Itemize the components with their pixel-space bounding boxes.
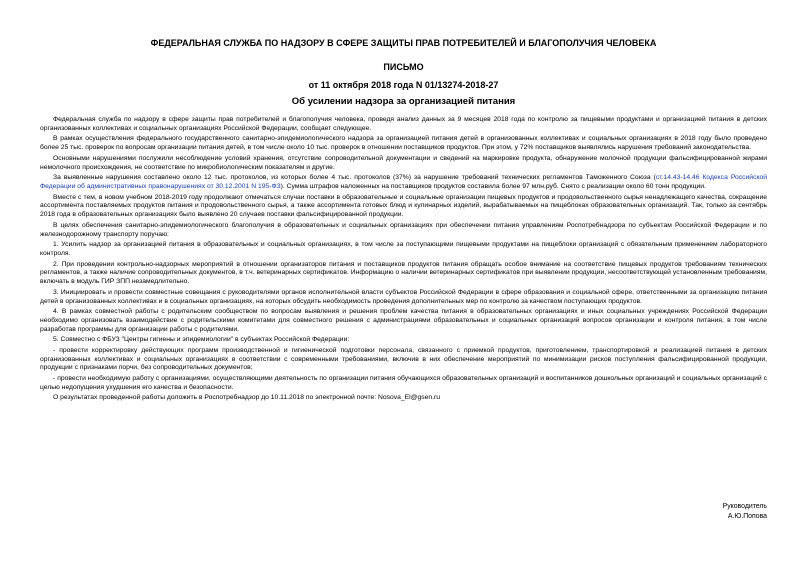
date-number-heading: от 11 октября 2018 года N 01/13274-2018-27 bbox=[308, 80, 499, 90]
protocols-text-end: ). Сумма штрафов наложенных на поставщиков продуктов составила более 97 млн.руб. Снято с реализации около 60 тонн продукции. bbox=[280, 182, 706, 190]
paragraph-violations: Основными нарушениями послужили несоблюдение условий хранения, отсутствие сопроводительной документации и сведений на маркировке продукта, обнаружение молочной продукции фальсифицированной жирами немолочного происхождения, не соответствие по микробиологическим показателям и другие. bbox=[40, 154, 767, 171]
instruction-subitem-training: - провести корректировку действующих программ производственной и гигиенической подготовки персонала, связанного с приемкой продуктов, приготовлением, транспортировкой и реализацией питания в детских организованных коллективах и социальных организациях в соответствии с современными требованиями, включив в них обеспечение мероприятий по минимизации рисков поступления фальсифицированной продукции, продукции с признаками порчи, без сопроводительных документов; bbox=[40, 346, 767, 372]
paragraph-intro: Федеральная служба по надзору в сфере защиты прав потребителей и благополучия человека, проведя анализ данных за 9 месяцев 2018 года по контролю за пищевыми продуктами и организацией питания в детских организованных коллективах и социальных организациях Российской Федерации, сообщает следующее. bbox=[40, 116, 767, 132]
letter-body bbox=[40, 116, 767, 405]
instruction-subitem-quality: - провести необходимую работу с организациями, осуществляющими деятельность по организации питания обучающихся образовательных организаций и воспитанников дошкольных организаций и социальных организаций с целью недопущения ухудшения его качества и безопасности. bbox=[40, 375, 767, 391]
paragraph-protocols bbox=[40, 174, 767, 192]
protocols-text-start: За выявленные нарушения составлено около 12 тыс. протоколов, из которых более 4 тыс. протоколов (37%) за нарушение требований технических регламентов Таможенного Союза ( bbox=[53, 174, 656, 182]
signatory-name: А.Ю.Попова bbox=[727, 513, 767, 520]
paragraph-new-school-year: Вместе с тем, в новом учебном 2018-2019 году продолжают отмечаться случаи поставки в образовательные и социальные организации пищевых продуктов и продовольственного сырья ненадлежащего качества, сокращение ассортимента поставляемых продуктов питания и продовольственного сырья, а также ассортимента готовых блюд и кулинарных изделий, вырабатываемых на пищеблоках образовательных организаций. Так, только за сентябрь 2018 года в образовательных организациях было выявлено 20 случаев поставки фальсифицированной продукции. bbox=[40, 193, 767, 219]
signature-block bbox=[723, 502, 767, 522]
instruction-item-1: 1. Усилить надзор за организацией питания в образовательных и социальных организациях, в том числе за поступающими пищевыми продуктами на пищеблоки организаций с обязательным применением лабораторного контроля. bbox=[40, 241, 767, 257]
document-type-heading: ПИСЬМО bbox=[383, 62, 424, 72]
paragraph-report-deadline: О результатах проведенной работы доложить в Роспотребнадзор до 10.11.2018 по электронной почте: Nosova_El@gsen.ru bbox=[53, 394, 440, 402]
instruction-item-3: 3. Инициировать и провести совместные совещания с руководителями органов исполнительной власти субъектов Российской Федерации в сфере образования и социальной сфере, ответственными за организацию питания детей в организованных коллективах и в социальных организациях, на которых обсудить необходимость проведения дополнительных мер по контролю за качеством поступающих продуктов. bbox=[40, 288, 767, 305]
subject-heading: Об усилении надзора за организацией питания bbox=[291, 96, 516, 107]
instruction-item-2: 2. При проведении контрольно-надзорных мероприятий в отношении организаторов питания и поставщиков продуктов питания обращать особое внимание на соответствие пищевых продуктов требованиям технических регламентов, а также наличие сопроводительных документов, в т.ч. ветеринарных сертификатов. Информацию о наличии ветеринарных сертификатов при выявлении продукции, несоответствующей установленным требованиям, включать в модуль ГИР ЗПП незамедлительно. bbox=[40, 260, 767, 286]
instruction-item-4: 4. В рамках совместной работы с родительским сообществом по вопросам выявления и решения проблем качества питания в образовательных организациях и иных социальных учреждениях Российской Федерации необходимо организовать взаимодействие с родительскими комитетами для совместного решения с администрациями образовательных и социальных организаций вопросов организации и контроля питания, в том числе разработав программы для организации работы с родителями. bbox=[40, 308, 767, 333]
legal-code-link[interactable]: ст.14.43-14.46 Кодекса Российской Федерации об административных правонарушениях от 30.12.2001 N 195-ФЗ bbox=[40, 174, 767, 190]
instruction-item-5: 5. Совместно с ФБУЗ "Центры гигиены и эпидемиологии" в субъектах Российской Федерации: bbox=[53, 336, 350, 344]
agency-heading: ФЕДЕРАЛЬНАЯ СЛУЖБА ПО НАДЗОРУ В СФЕРЕ ЗАЩИТЫ ПРАВ ПОТРЕБИТЕЛЕЙ И БЛАГОПОЛУЧИЯ ЧЕЛОВЕКА bbox=[150, 38, 657, 48]
paragraph-inspections: В рамках осуществления федерального государственного санитарно-эпидемиологического надзора за организацией питания детей в организованных коллективах и социальных организациях в 2018 году было проведено более 25 тыс. проверок по вопросам организации питания детей, в том числе около 10 тыс. проверок в отношении поставщиков продуктов. При этом, у 72% поставщиков выявлялись нарушения требований законодательства. bbox=[40, 135, 767, 152]
signatory-position: Руководитель bbox=[722, 503, 767, 510]
paragraph-instruction-intro: В целях обеспечения санитарно-эпидемиологического благополучия в образовательных и социальных организациях при обеспечении питания управлениям Роспотребнадзора по субъектам Российской Федерации и по железнодорожному транспорту поручаю: bbox=[40, 221, 767, 238]
